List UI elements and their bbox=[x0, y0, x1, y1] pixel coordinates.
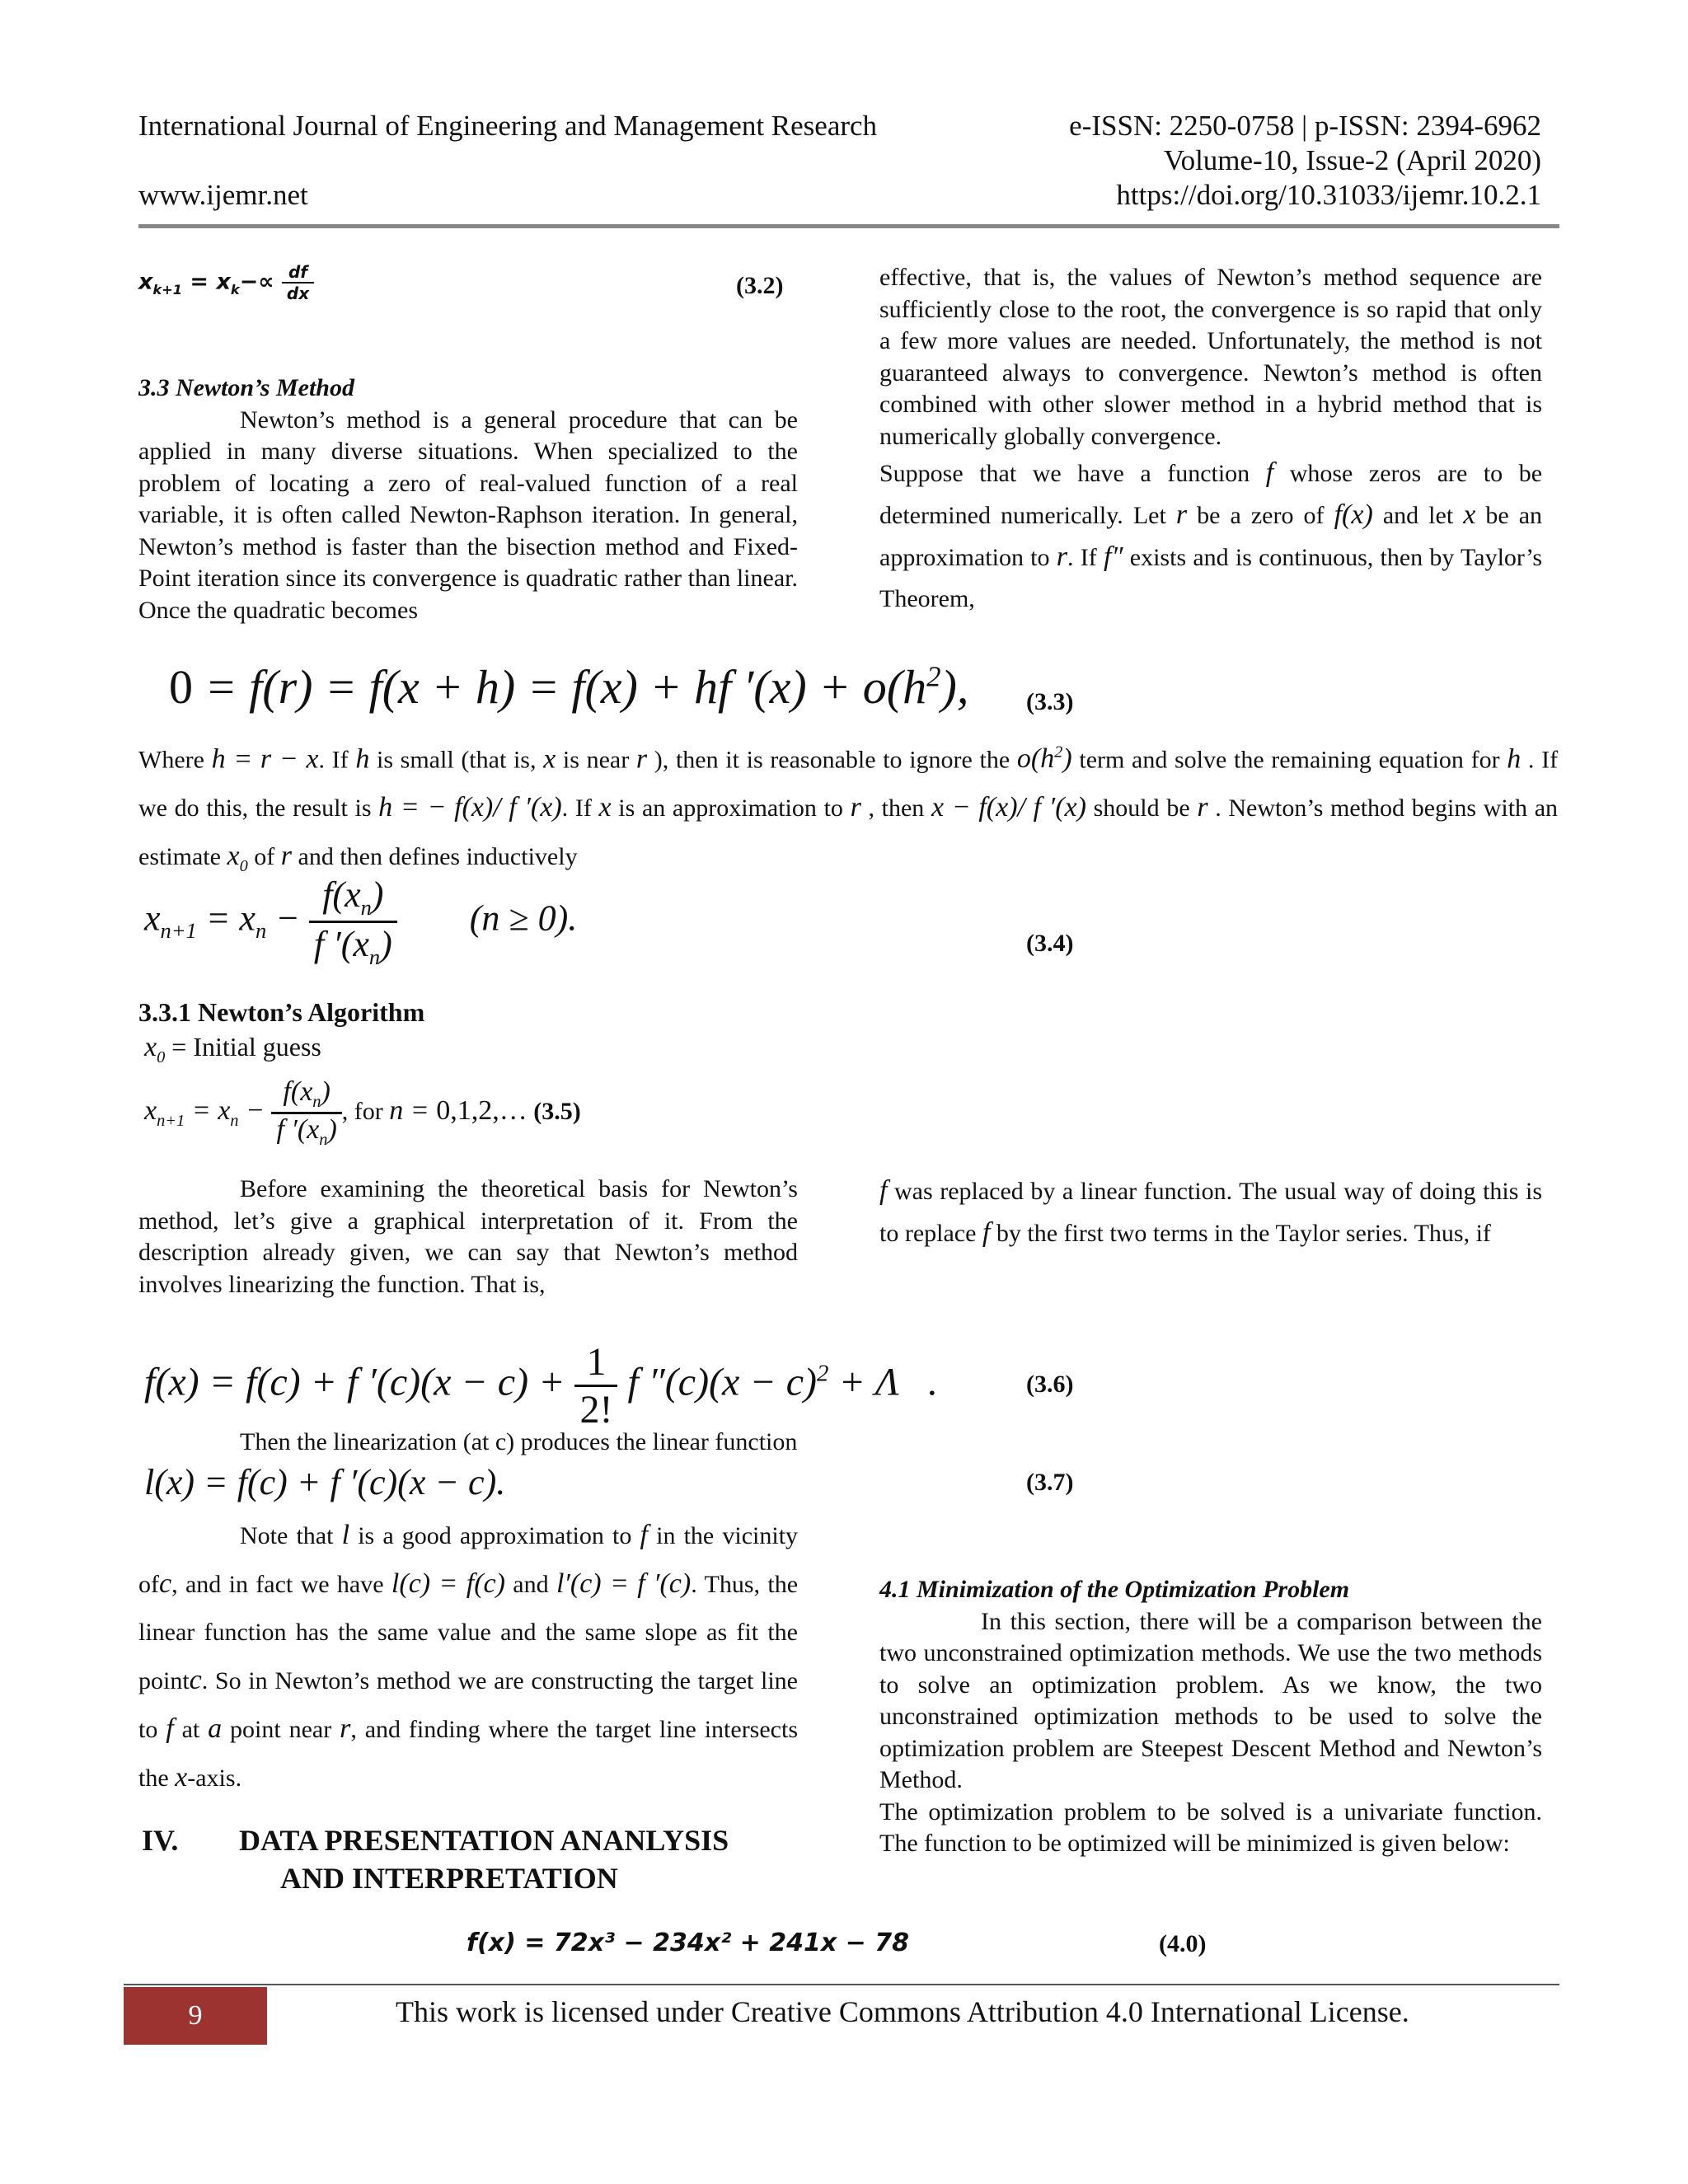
equation-3-3: 0 = f(r) = f(x + h) = f(x) + hf $'(x) + o(h^2)$, bbox=[169, 660, 969, 714]
equation-4-0: f(x) = 72x³ − 234x² + 241x − 78 bbox=[467, 1929, 909, 1957]
note-paragraph bbox=[138, 1511, 798, 1802]
graphical-interpretation bbox=[138, 1174, 798, 1301]
newtons-method-section bbox=[138, 373, 798, 626]
initial-guess: $x_0$ = Initial guess bbox=[144, 1032, 321, 1066]
issn: e-ISSN: 2250-0758 | p-ISSN: 2394-6962 bbox=[1069, 110, 1541, 142]
equation-3-7: l(x) = f(c) + f ′(c)(x − c). bbox=[144, 1462, 506, 1502]
equation-3-4: $x_{n+1} = x_n$ − $\frac{f(x_n)}{f '(x_n)}$ (n ≥ 0). bbox=[144, 874, 578, 969]
paragraph: effective, that is, the values of Newton’s method sequence are sufficiently close to the root, the convergence is so rapid that only a few more values are needed. Unfortunately, the method is not guaranteed always to convergence. Newton’s method is often combined with other slower method in a hybrid method that is numerically globally convergence. bbox=[879, 264, 1542, 450]
paragraph: Newton’s method is a general procedure that can be applied in many diverse situations. When specialized to the problem of locating a zero of real-valued function of a real variable, it is often called Newton-Raphson iteration. In general, Newton’s method is faster than the bisection method and Fixed-Point iteration since its convergence is quadratic rather than linear. Once the quadratic becomes bbox=[138, 405, 798, 624]
equation-number: (3.6) bbox=[1026, 1371, 1074, 1398]
journal-title: International Journal of Engineering and Management Research bbox=[138, 110, 878, 142]
paragraph: In this section, there will be a comparison between the two unconstrained optimization methods. We use the two methods to solve an optimization problem. As we know, the two unconstrained optimization methods to be used to solve the optimization problem are Steepest Descent Method and Newton’s Method. bbox=[879, 1607, 1542, 1793]
volume-issue: Volume-10, Issue-2 (April 2020) bbox=[1163, 144, 1541, 176]
equation-number: (3.2) bbox=[736, 272, 784, 299]
equation-number: (4.0) bbox=[1159, 1930, 1207, 1957]
section-number: IV. bbox=[142, 1824, 179, 1857]
equation-3-2: $x_{k+1} = x_k-\propto$ $\frac{df}{dx}$ bbox=[138, 262, 314, 303]
right-column-intro bbox=[879, 262, 1542, 620]
paragraph: The optimization problem to be solved is a univariate function. The function to be optimized will be minimized is given below: bbox=[879, 1797, 1542, 1857]
header-rule bbox=[138, 224, 1559, 228]
doi-link[interactable]: https://doi.org/10.31033/ijemr.10.2.1 bbox=[1116, 179, 1541, 211]
journal-website[interactable]: www.ijemr.net bbox=[138, 179, 308, 211]
license-notice: This work is licensed under Creative Commons Attribution 4.0 International License. bbox=[396, 1995, 1409, 2028]
paragraph: f was replaced by a linear function. The usual way of doing this is to replace f by the first two terms in the Taylor series. Thus, if bbox=[879, 1175, 1543, 1248]
newton-derivation-text: Where h = r − x. If h is small (that is, x is near r ), then it is reasonable to ignore the $o(h^2)$ term and solve the remaining equation for h . If we do this, the result is h = − f(x)/ f ′(x). If x is an approximation to r , then x − f(x)/ f ′(x) should be r . Newton’s method begins with an estimate $x_0$ of r and then defines inductively bbox=[138, 743, 1559, 876]
paragraph: Note that l is a good approximation to f in the vicinity ofc, and in fact we have l(c) = f(c) and l′(c) = f ′(c). Thus, the linear function has the same value and the same slope as fit the pointc. So in Newton’s method we are constructing the target line to f at a point near r, and finding where the target line intersects the x-axis. bbox=[138, 1520, 799, 1793]
page-number: 9 bbox=[124, 1987, 267, 2045]
section-heading: 3.3 Newton’s Method bbox=[138, 374, 354, 401]
section-heading: DATA PRESENTATION ANANLYSIS bbox=[239, 1824, 729, 1857]
section-heading: 4.1 Minimization of the Optimization Problem bbox=[879, 1576, 1350, 1603]
equation-number: (3.4) bbox=[1026, 930, 1074, 957]
right-column-linear bbox=[879, 1170, 1542, 1254]
minimization-section bbox=[879, 1574, 1542, 1860]
equation-3-6: f(x) = f(c) + f ′(c)(x − c) + $\frac{1}{2!}$ f $''(c)(x - c)^2 + \Lambda$ . bbox=[144, 1340, 938, 1432]
equation-number: (3.7) bbox=[1026, 1469, 1074, 1496]
section-heading: AND INTERPRETATION bbox=[280, 1862, 618, 1895]
paragraph: Before examining the theoretical basis for Newton’s method, let’s give a graphical interpretation of it. From the description already given, we can say that Newton’s method involves linearizing the function. That is, bbox=[138, 1175, 798, 1298]
paragraph: Suppose that we have a function f whose zeros are to be determined numerically. Let r be a zero of f(x) and let x be an approximation to r. If f″ exists and is continuous, then by Taylor’s Theorem, bbox=[879, 457, 1543, 612]
algorithm-heading: 3.3.1 Newton’s Algorithm bbox=[138, 997, 425, 1027]
equation-number: (3.3) bbox=[1026, 688, 1074, 715]
footer-rule bbox=[124, 1984, 1559, 1985]
linearization-text: Then the linearization (at c) produces the linear function bbox=[240, 1428, 798, 1455]
equation-3-5: $x_{n+1} = x_n$ − $\frac{f(x_n)}{f '(x_n)}$ , for n = 0,1,2,… (3.5) bbox=[144, 1076, 581, 1149]
